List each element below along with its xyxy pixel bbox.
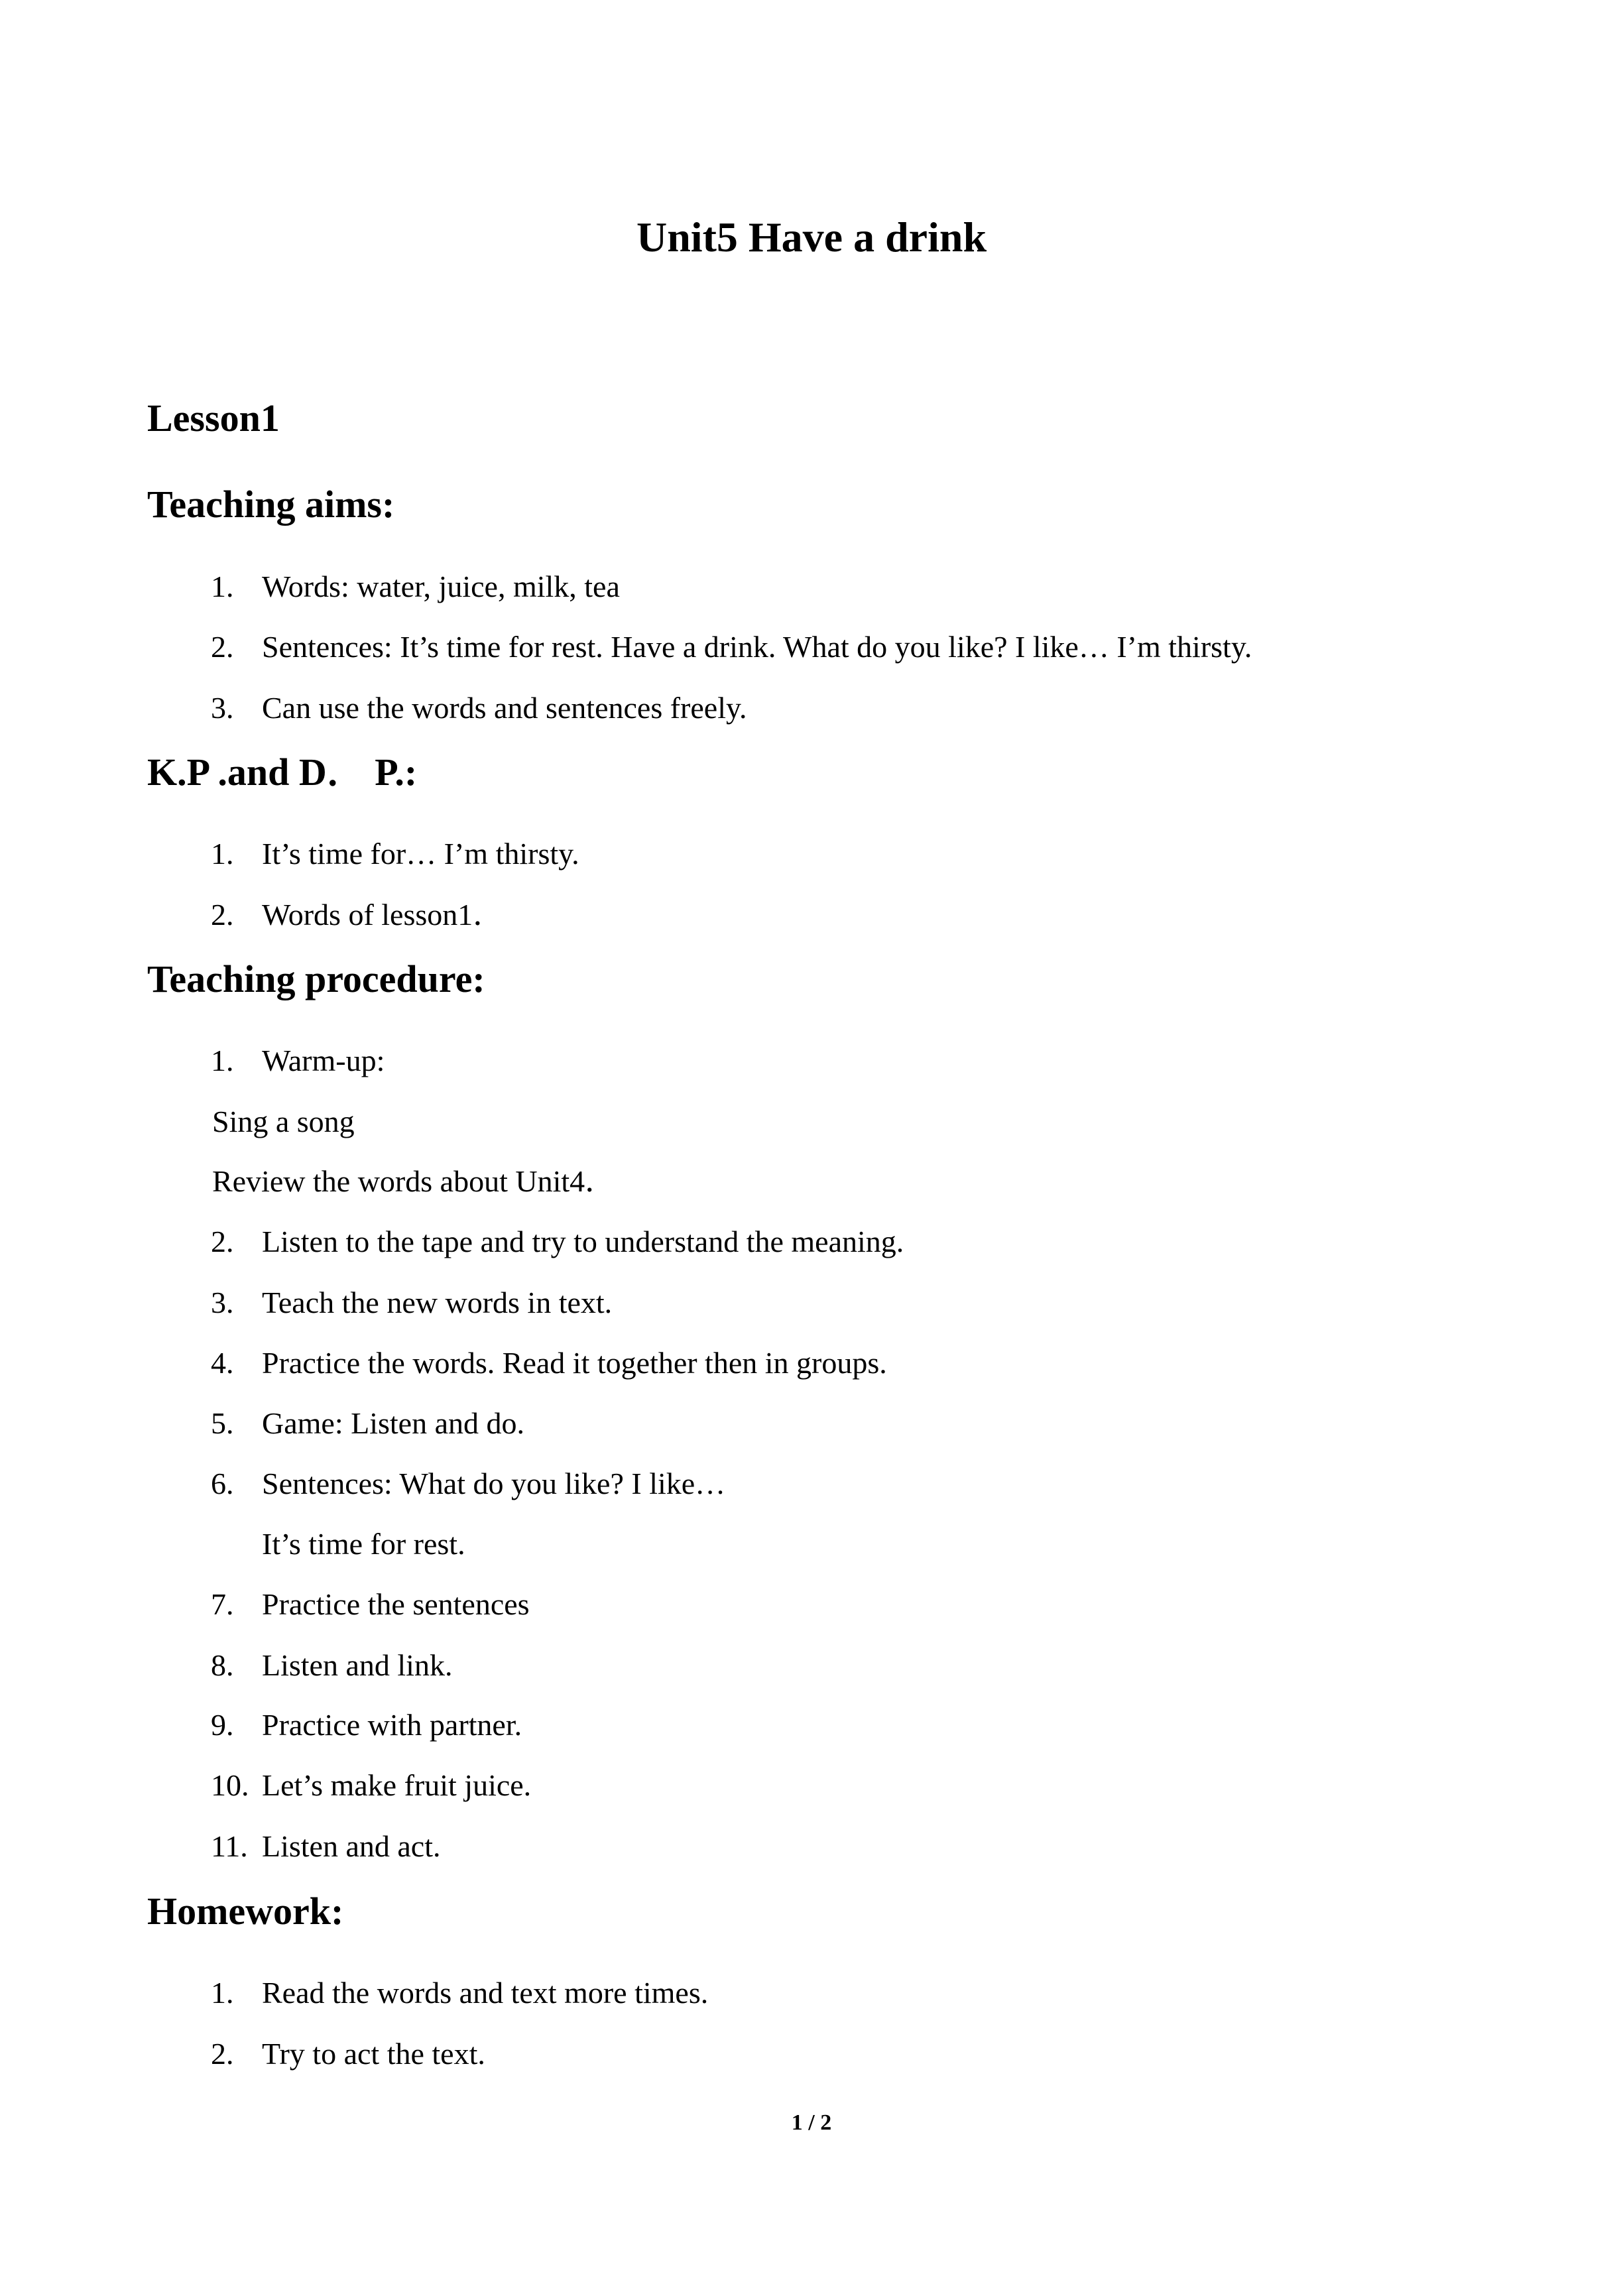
lesson-heading: Lesson1	[147, 396, 280, 440]
document-page: Unit5 Have a drink Lesson1 Teaching aims: 1. Words: water, juice, milk, tea 2. Sentences: It’s time for rest. Have a drink. What do you like? I like… I’m thirsty. 3. Can use the words and sentences freely. K.P .and D． P.: 1. It’s time for… I’m thirsty. 2. Words of lesson1． Teaching procedure: 1. Warm-up: Sing a song Review the words about Unit4． 2. Listen to the tape and try to understand the meaning. 3. Teach the new words in text. 4. Practice the words. Read it together then in groups. 5. Game: Listen and do. 6. Sentences: What do you like? I like… It’s time for rest. 7. Practice the sentences 8. Listen and link. 9. Practice with partner. 10. Let’s make fruit juice. 11. Listen and act. Homework: 1. Read the words and text more times. 2. Try to act the text. 1 / 2	[0, 0, 1623, 2296]
page-indicator: 1 / 2	[791, 2110, 832, 2135]
kp-dp-heading: K.P .and D． P.:	[147, 751, 418, 794]
document-title: Unit5 Have a drink	[636, 213, 987, 261]
homework-heading: Homework:	[147, 1890, 344, 1933]
teaching-aims-heading: Teaching aims:	[147, 483, 395, 526]
teaching-procedure-heading: Teaching procedure:	[147, 957, 485, 1000]
